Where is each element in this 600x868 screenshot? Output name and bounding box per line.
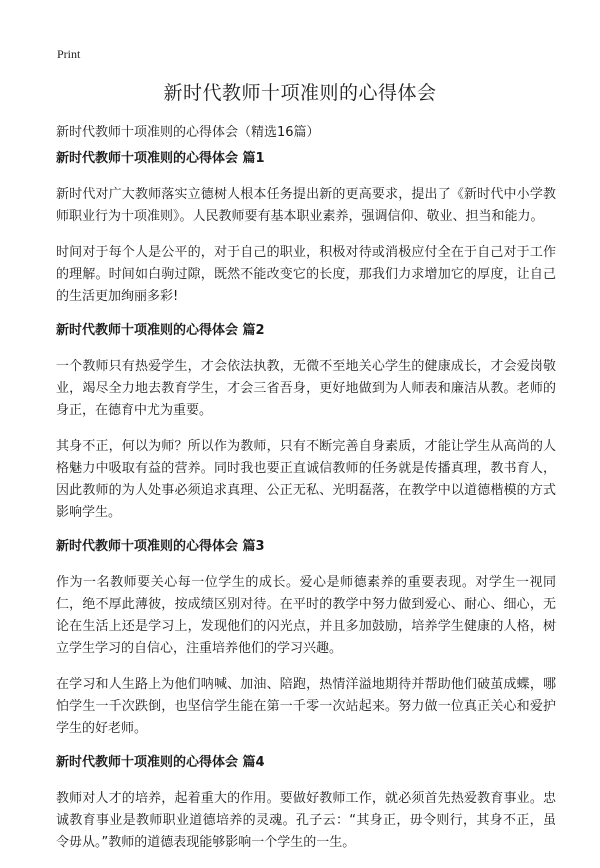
paragraph: 一个教师只有热爱学生，才会依法执教，无微不至地关心学生的健康成长，才会爱岗敬业，竭尽全力地去教育学生，才会三省吾身，更好地做到为人师表和廉洁从教。老师的身正，在德育中尤为重要。 <box>56 359 556 418</box>
document-body <box>56 150 556 868</box>
section-4 <box>56 754 556 854</box>
section-heading: 新时代教师十项准则的心得体会 篇2 <box>56 323 265 338</box>
paragraph: 新时代对广大教师落实立德树人根本任务提出新的更高要求，提出了《新时代中小学教师职业行为十项准则》。人民教师要有基本职业素养，强调信仰、敬业、担当和能力。 <box>56 187 556 224</box>
paragraph: 作为一名教师要关心每一位学生的成长。爱心是师德素养的重要表现。对学生一视同仁，绝不厚此薄彼，按成绩区别对待。在平时的教学中努力做到爱心、耐心、细心，无论在生活上还是学习上，发现他们的闪光点，并且多加鼓励，培养学生健康的人格，树立学生学习的自信心，注重培养他们的学习兴趣。 <box>56 575 556 656</box>
paragraph: 时间对于每个人是公平的，对于自己的职业，积极对待或消极应付全在于自己对于工作的理解。时间如白驹过隙，既然不能改变它的长度，那我们力求增加它的厚度，让自己的生活更加绚丽多彩! <box>56 245 556 304</box>
section-heading: 新时代教师十项准则的心得体会 篇1 <box>56 151 265 166</box>
paragraph: 其身不正，何以为师？所以作为教师，只有不断完善自身素质，才能让学生从高尚的人格魅力中吸取有益的营养。同时我也要正直诚信教师的任务就是传播真理，教书育人，因此教师的为人处事必须追求真理、公正无私、光明磊落，在教学中以道德楷模的方式影响学生。 <box>56 439 556 520</box>
document-subtitle: 新时代教师十项准则的心得体会（精选16篇） <box>56 125 320 140</box>
section-2 <box>56 322 556 524</box>
section-1 <box>56 150 556 308</box>
section-3 <box>56 538 556 740</box>
section-heading: 新时代教师十项准则的心得体会 篇3 <box>56 539 265 554</box>
document-title: 新时代教师十项准则的心得体会 <box>163 82 437 104</box>
paragraph: 教师对人才的培养，起着重大的作用。要做好教师工作，就必须首先热爱教育事业。忠诚教育事业是教师职业道德培养的灵魂。孔子云：“其身正，毋令则行，其身不正，虽令毋从。”教师的道德表现能够影响一个学生的一生。 <box>56 791 556 850</box>
paragraph: 在学习和人生路上为他们呐喊、加油、陪跑，热情洋溢地期待并帮助他们破茧成蝶，哪怕学生一千次跌倒，也坚信学生能在第一千零一次站起来。努力做一位真正关心和爱护学生的好老师。 <box>56 677 556 736</box>
print-label[interactable]: Print <box>57 47 81 61</box>
section-heading: 新时代教师十项准则的心得体会 篇4 <box>56 755 265 770</box>
